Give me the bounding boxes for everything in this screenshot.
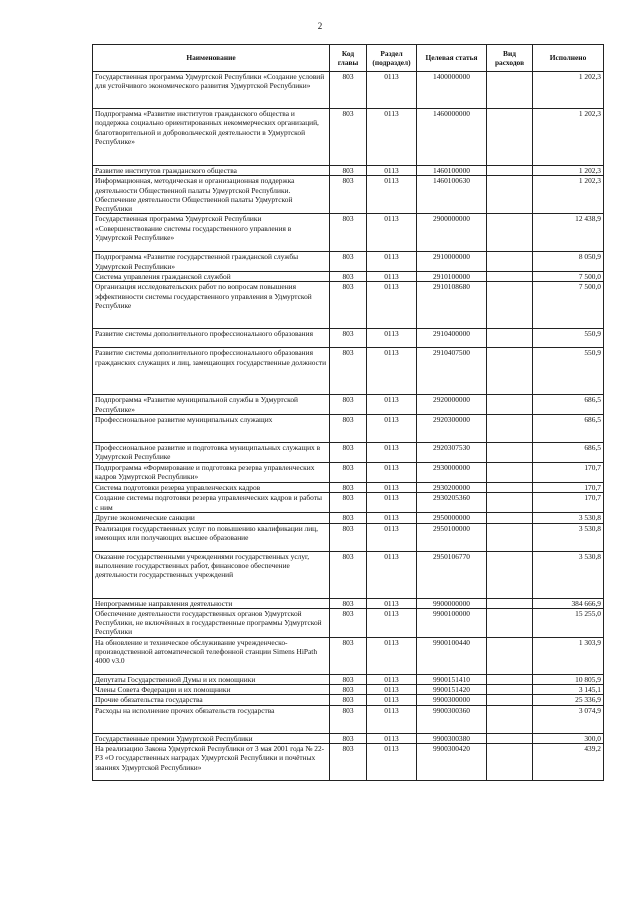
cell-target: 9900300420 xyxy=(417,743,487,780)
cell-value: 7 500,0 xyxy=(533,272,604,282)
table-row xyxy=(93,523,604,551)
cell-code: 803 xyxy=(330,282,367,329)
cell-target: 2920300000 xyxy=(417,414,487,442)
cell-value: 3 530,8 xyxy=(533,513,604,523)
cell-value: 439,2 xyxy=(533,743,604,780)
cell-code: 803 xyxy=(330,442,367,462)
cell-value: 170,7 xyxy=(533,493,604,513)
cell-expense xyxy=(487,395,533,415)
table-row xyxy=(93,109,604,166)
cell-target: 9900300360 xyxy=(417,705,487,733)
cell-value: 3 074,9 xyxy=(533,705,604,733)
cell-expense xyxy=(487,733,533,743)
cell-name: Государственная программа Удмуртской Республики «Совершенствование системы государственного управления в Удмуртской Республике» xyxy=(93,214,330,252)
cell-expense xyxy=(487,414,533,442)
cell-expense xyxy=(487,329,533,348)
cell-value: 3 530,8 xyxy=(533,523,604,551)
cell-code: 803 xyxy=(330,252,367,272)
cell-target: 2910407500 xyxy=(417,348,487,395)
cell-target: 2930205360 xyxy=(417,493,487,513)
cell-target: 1460000000 xyxy=(417,109,487,166)
cell-expense xyxy=(487,282,533,329)
cell-code: 803 xyxy=(330,176,367,214)
cell-value: 1 202,3 xyxy=(533,166,604,176)
cell-target: 2910000000 xyxy=(417,252,487,272)
cell-target: 9900151410 xyxy=(417,674,487,684)
cell-expense xyxy=(487,166,533,176)
cell-section: 0113 xyxy=(367,414,417,442)
cell-code: 803 xyxy=(330,72,367,109)
cell-section: 0113 xyxy=(367,685,417,695)
cell-code: 803 xyxy=(330,685,367,695)
header-target: Целевая статья xyxy=(417,45,487,72)
cell-name: Депутаты Государственной Думы и их помощники xyxy=(93,674,330,684)
cell-value: 550,9 xyxy=(533,348,604,395)
cell-section: 0113 xyxy=(367,282,417,329)
table-row xyxy=(93,705,604,733)
cell-code: 803 xyxy=(330,482,367,492)
cell-code: 803 xyxy=(330,109,367,166)
cell-value: 1 303,9 xyxy=(533,637,604,674)
cell-section: 0113 xyxy=(367,395,417,415)
cell-code: 803 xyxy=(330,743,367,780)
cell-target: 2910400000 xyxy=(417,329,487,348)
cell-target: 2950000000 xyxy=(417,513,487,523)
cell-target: 9900300380 xyxy=(417,733,487,743)
cell-section: 0113 xyxy=(367,176,417,214)
table-body xyxy=(93,72,604,781)
table-row xyxy=(93,608,604,637)
table-row xyxy=(93,695,604,705)
table-row xyxy=(93,395,604,415)
cell-value: 3 530,8 xyxy=(533,551,604,598)
cell-value: 1 202,3 xyxy=(533,72,604,109)
cell-section: 0113 xyxy=(367,214,417,252)
cell-section: 0113 xyxy=(367,637,417,674)
cell-value: 384 666,9 xyxy=(533,598,604,608)
cell-code: 803 xyxy=(330,214,367,252)
cell-value: 686,5 xyxy=(533,395,604,415)
cell-code: 803 xyxy=(330,272,367,282)
cell-target: 2900000000 xyxy=(417,214,487,252)
cell-section: 0113 xyxy=(367,462,417,482)
table-row xyxy=(93,674,604,684)
cell-code: 803 xyxy=(330,348,367,395)
cell-target: 9900151420 xyxy=(417,685,487,695)
cell-name: Система подготовки резерва управленческих кадров xyxy=(93,482,330,492)
header-name: Наименование xyxy=(93,45,330,72)
cell-code: 803 xyxy=(330,705,367,733)
table-row xyxy=(93,733,604,743)
cell-section: 0113 xyxy=(367,348,417,395)
cell-name: Государственные премии Удмуртской Республики xyxy=(93,733,330,743)
cell-expense xyxy=(487,695,533,705)
cell-name: Подпрограмма «Развитие государственной гражданской службы Удмуртской Республики» xyxy=(93,252,330,272)
cell-target: 2910108680 xyxy=(417,282,487,329)
cell-name: Прочие обязательства государства xyxy=(93,695,330,705)
cell-section: 0113 xyxy=(367,523,417,551)
table-row xyxy=(93,166,604,176)
cell-target: 1460100000 xyxy=(417,166,487,176)
table-row xyxy=(93,462,604,482)
cell-name: Развитие системы дополнительного профессионального образования xyxy=(93,329,330,348)
cell-name: Подпрограмма «Формирование и подготовка резерва управленческих кадров Удмуртской Республики» xyxy=(93,462,330,482)
cell-section: 0113 xyxy=(367,705,417,733)
cell-code: 803 xyxy=(330,462,367,482)
budget-execution-table xyxy=(92,44,604,781)
cell-expense xyxy=(487,72,533,109)
cell-section: 0113 xyxy=(367,482,417,492)
cell-section: 0113 xyxy=(367,551,417,598)
cell-expense xyxy=(487,482,533,492)
cell-target: 1460100630 xyxy=(417,176,487,214)
table-row xyxy=(93,482,604,492)
cell-name: Подпрограмма «Развитие институтов гражданского общества и поддержка социально ориентированных некоммерческих организаций, благотворительной и добровольческой деятельности в Удмуртской Республике» xyxy=(93,109,330,166)
cell-name: Другие экономические санкции xyxy=(93,513,330,523)
cell-section: 0113 xyxy=(367,166,417,176)
cell-expense xyxy=(487,637,533,674)
cell-section: 0113 xyxy=(367,272,417,282)
cell-expense xyxy=(487,348,533,395)
header-value: Исполнено xyxy=(533,45,604,72)
cell-code: 803 xyxy=(330,608,367,637)
cell-value: 3 145,1 xyxy=(533,685,604,695)
cell-section: 0113 xyxy=(367,743,417,780)
cell-target: 2920000000 xyxy=(417,395,487,415)
cell-name: Государственная программа Удмуртской Республики «Создание условий для устойчивого экономического развития Удмуртской Республики» xyxy=(93,72,330,109)
table-row xyxy=(93,214,604,252)
cell-target: 1400000000 xyxy=(417,72,487,109)
table-row xyxy=(93,685,604,695)
cell-value: 686,5 xyxy=(533,442,604,462)
table-row xyxy=(93,493,604,513)
cell-value: 25 336,9 xyxy=(533,695,604,705)
cell-name: Профессиональное развитие муниципальных служащих xyxy=(93,414,330,442)
cell-target: 2930000000 xyxy=(417,462,487,482)
cell-name: На реализацию Закона Удмуртской Республики от 3 мая 2001 года № 22-РЗ «О государственных наградах Удмуртской Республики и почётных званиях Удмуртской Республики» xyxy=(93,743,330,780)
header-code: Код главы xyxy=(330,45,367,72)
cell-expense xyxy=(487,109,533,166)
cell-section: 0113 xyxy=(367,329,417,348)
cell-code: 803 xyxy=(330,414,367,442)
table-row xyxy=(93,598,604,608)
cell-name: На обновление и техническое обслуживание учрежденческо-производственной автоматической телефонной станции Simens HiPath 4000 v3.0 xyxy=(93,637,330,674)
cell-expense xyxy=(487,462,533,482)
cell-expense xyxy=(487,685,533,695)
cell-target: 9900100000 xyxy=(417,608,487,637)
cell-expense xyxy=(487,598,533,608)
cell-section: 0113 xyxy=(367,695,417,705)
cell-value: 170,7 xyxy=(533,462,604,482)
cell-section: 0113 xyxy=(367,109,417,166)
cell-value: 686,5 xyxy=(533,414,604,442)
cell-name: Развитие институтов гражданского общества xyxy=(93,166,330,176)
cell-value: 1 202,3 xyxy=(533,109,604,166)
cell-value: 12 438,9 xyxy=(533,214,604,252)
cell-code: 803 xyxy=(330,329,367,348)
cell-name: Профессиональное развитие и подготовка муниципальных служащих в Удмуртской Республике xyxy=(93,442,330,462)
table-row xyxy=(93,743,604,780)
cell-expense xyxy=(487,608,533,637)
cell-code: 803 xyxy=(330,695,367,705)
cell-value: 550,9 xyxy=(533,329,604,348)
cell-name: Организация исследовательских работ по вопросам повышения эффективности системы государственного управления в Удмуртской Республике xyxy=(93,282,330,329)
cell-value: 8 050,9 xyxy=(533,252,604,272)
cell-name: Члены Совета Федерации и их помощники xyxy=(93,685,330,695)
cell-expense xyxy=(487,551,533,598)
cell-code: 803 xyxy=(330,551,367,598)
cell-section: 0113 xyxy=(367,513,417,523)
cell-target: 2930200000 xyxy=(417,482,487,492)
table-row xyxy=(93,348,604,395)
table-row xyxy=(93,551,604,598)
cell-name: Непрограммные направления деятельности xyxy=(93,598,330,608)
table-row xyxy=(93,72,604,109)
cell-code: 803 xyxy=(330,674,367,684)
table-row xyxy=(93,442,604,462)
table-row xyxy=(93,176,604,214)
table-row xyxy=(93,282,604,329)
cell-value: 15 255,0 xyxy=(533,608,604,637)
cell-section: 0113 xyxy=(367,674,417,684)
cell-expense xyxy=(487,176,533,214)
cell-section: 0113 xyxy=(367,252,417,272)
cell-name: Информационная, методическая и организационная поддержка деятельности Общественной палаты Удмуртской Республики. Обеспечение деятельности Общественной палаты Удмуртской Республики xyxy=(93,176,330,214)
table-row xyxy=(93,252,604,272)
table-row xyxy=(93,329,604,348)
cell-name: Обеспечение деятельности государственных органов Удмуртской Республики, не включённых в государственные программы Удмуртской Республики xyxy=(93,608,330,637)
header-section: Раздел (подраздел) xyxy=(367,45,417,72)
cell-expense xyxy=(487,493,533,513)
cell-code: 803 xyxy=(330,166,367,176)
cell-section: 0113 xyxy=(367,442,417,462)
cell-target: 9900000000 xyxy=(417,598,487,608)
cell-name: Подпрограмма «Развитие муниципальной службы в Удмуртской Республике» xyxy=(93,395,330,415)
cell-code: 803 xyxy=(330,733,367,743)
cell-expense xyxy=(487,513,533,523)
cell-section: 0113 xyxy=(367,733,417,743)
cell-section: 0113 xyxy=(367,72,417,109)
cell-target: 2950106770 xyxy=(417,551,487,598)
cell-section: 0113 xyxy=(367,608,417,637)
cell-code: 803 xyxy=(330,513,367,523)
cell-target: 2950100000 xyxy=(417,523,487,551)
cell-name: Реализация государственных услуг по повышению квалификации лиц, имеющих или получающих высшее образование xyxy=(93,523,330,551)
cell-expense xyxy=(487,523,533,551)
page-number: 2 xyxy=(317,21,323,31)
table-header-row xyxy=(93,45,604,72)
table-row xyxy=(93,414,604,442)
cell-expense xyxy=(487,705,533,733)
cell-value: 170,7 xyxy=(533,482,604,492)
cell-value: 10 805,9 xyxy=(533,674,604,684)
cell-expense xyxy=(487,442,533,462)
table-row xyxy=(93,637,604,674)
cell-code: 803 xyxy=(330,493,367,513)
cell-target: 2920307530 xyxy=(417,442,487,462)
cell-target: 9900100440 xyxy=(417,637,487,674)
cell-section: 0113 xyxy=(367,493,417,513)
cell-expense xyxy=(487,743,533,780)
cell-name: Развитие системы дополнительного профессионального образования гражданских служащих и лиц, замещающих государственные должности xyxy=(93,348,330,395)
cell-value: 7 500,0 xyxy=(533,282,604,329)
cell-name: Создание системы подготовки резерва управленческих кадров и работы с ним xyxy=(93,493,330,513)
cell-target: 9900300000 xyxy=(417,695,487,705)
cell-code: 803 xyxy=(330,598,367,608)
cell-expense xyxy=(487,272,533,282)
header-expense: Вид расходов xyxy=(487,45,533,72)
cell-code: 803 xyxy=(330,523,367,551)
cell-section: 0113 xyxy=(367,598,417,608)
table-row xyxy=(93,272,604,282)
table-row xyxy=(93,513,604,523)
cell-expense xyxy=(487,252,533,272)
cell-expense xyxy=(487,214,533,252)
cell-value: 1 202,3 xyxy=(533,176,604,214)
cell-name: Оказание государственными учреждениями государственных услуг, выполнение государственных работ, финансовое обеспечение деятельности государственных учреждений xyxy=(93,551,330,598)
cell-code: 803 xyxy=(330,395,367,415)
cell-name: Система управления гражданской службой xyxy=(93,272,330,282)
cell-code: 803 xyxy=(330,637,367,674)
cell-target: 2910100000 xyxy=(417,272,487,282)
cell-expense xyxy=(487,674,533,684)
cell-name: Расходы на исполнение прочих обязательств государства xyxy=(93,705,330,733)
cell-value: 300,0 xyxy=(533,733,604,743)
